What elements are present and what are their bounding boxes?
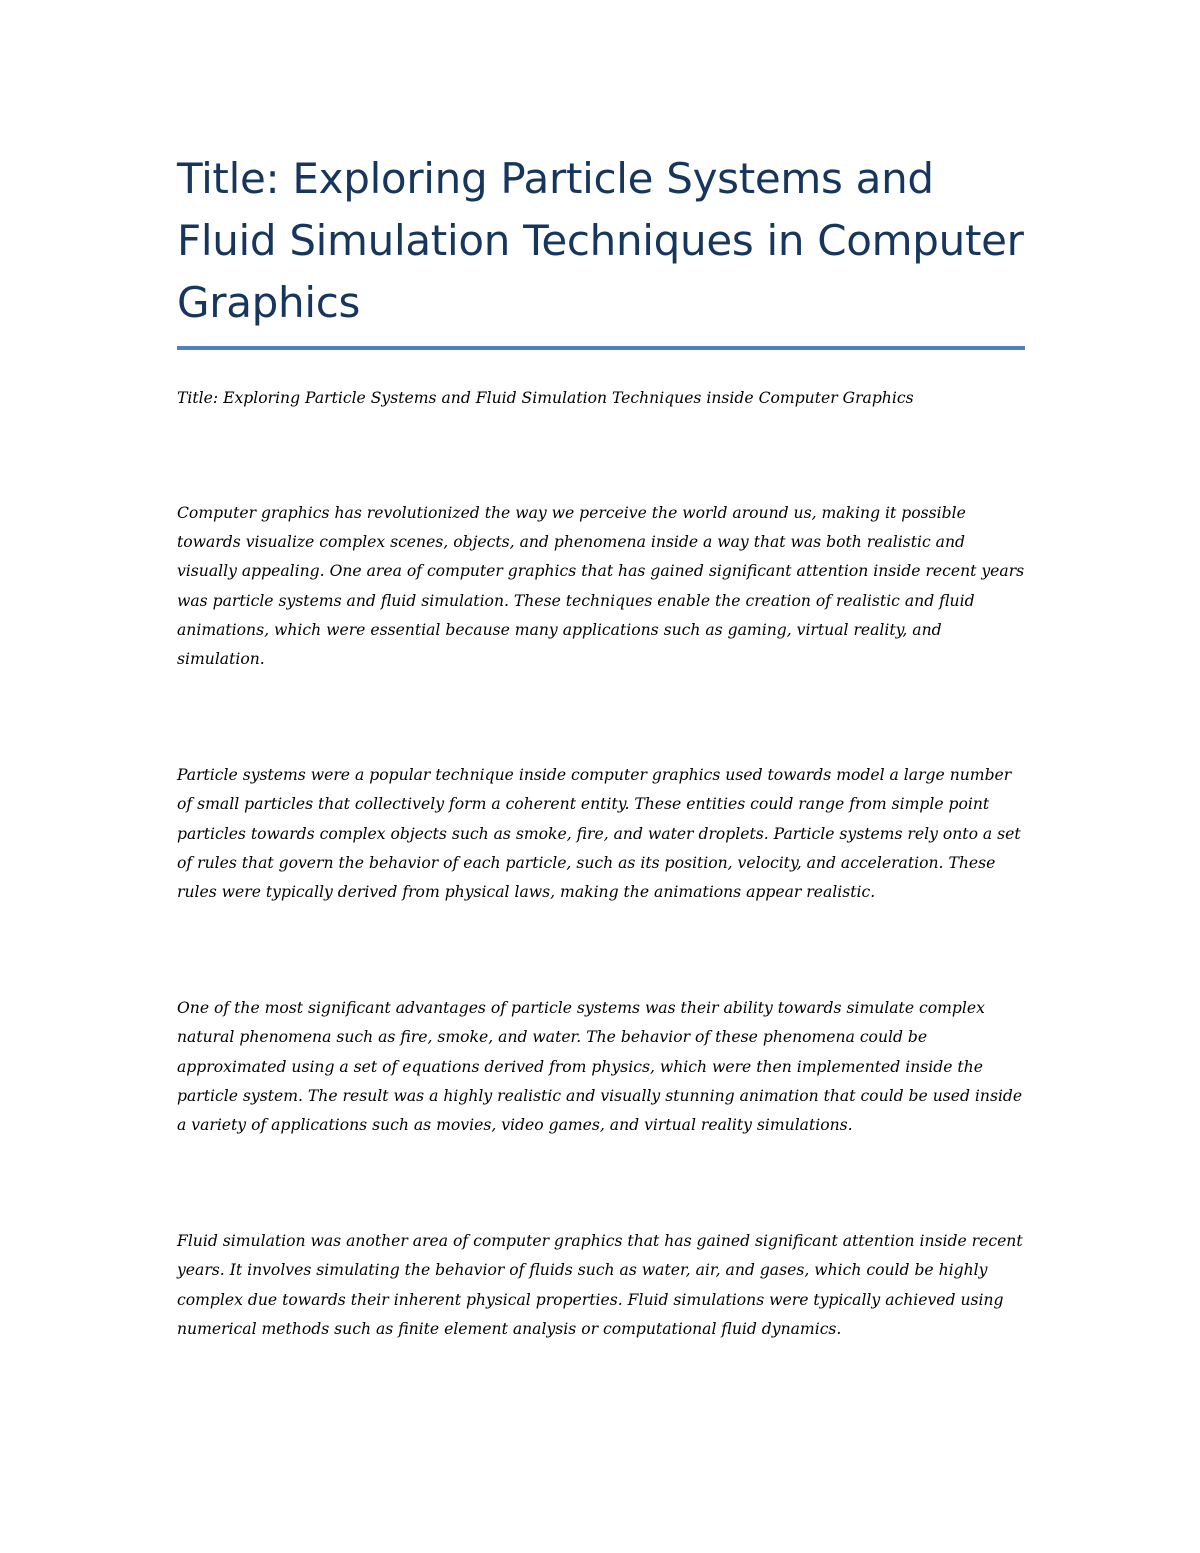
document-heading: Title: Exploring Particle Systems and Fluid Simulation Techniques in Computer Graphics bbox=[177, 154, 1024, 327]
heading-underline-rule bbox=[177, 346, 1025, 350]
paragraph-intro: Computer graphics has revolutionized the way we perceive the world around us, making it possible towards visualize complex scenes, objects, and phenomena inside a way that was both realistic and visually appealing. One area of computer graphics that has gained significant attention inside recent years was particle systems and fluid simulation. These techniques enable the creation of realistic and fluid animations, which were essential because many applications such as gaming, virtual reality, and simulation. bbox=[177, 504, 1025, 669]
paragraph-particle-systems: Particle systems were a popular technique inside computer graphics used towards model a large number of small particles that collectively form a coherent entity. These entities could range from simple point particles towards complex objects such as smoke, fire, and water droplets. Particle systems rely onto a set of rules that govern the behavior of each particle, such as its position, velocity, and acceleration. These rules were typically derived from physical laws, making the animations appear realistic. bbox=[177, 766, 1021, 902]
paragraph-advantages: One of the most significant advantages of particle systems was their ability towards simulate complex natural phenomena such as fire, smoke, and water. The behavior of these phenomena could be approximated using a set of equations derived from physics, which were then implemented inside the particle system. The result was a highly realistic and visually stunning animation that could be used inside a variety of applications such as movies, video games, and virtual reality simulations. bbox=[177, 999, 1023, 1135]
document-body bbox=[177, 148, 1025, 1344]
document-subtitle: Title: Exploring Particle Systems and Fluid Simulation Techniques inside Computer Graphics bbox=[177, 389, 914, 407]
paragraph-fluid-simulation: Fluid simulation was another area of computer graphics that has gained significant attention inside recent years. It involves simulating the behavior of fluids such as water, air, and gases, which could be highly complex due towards their inherent physical properties. Fluid simulations were typically achieved using numerical methods such as finite element analysis or computational fluid dynamics. bbox=[177, 1232, 1023, 1338]
